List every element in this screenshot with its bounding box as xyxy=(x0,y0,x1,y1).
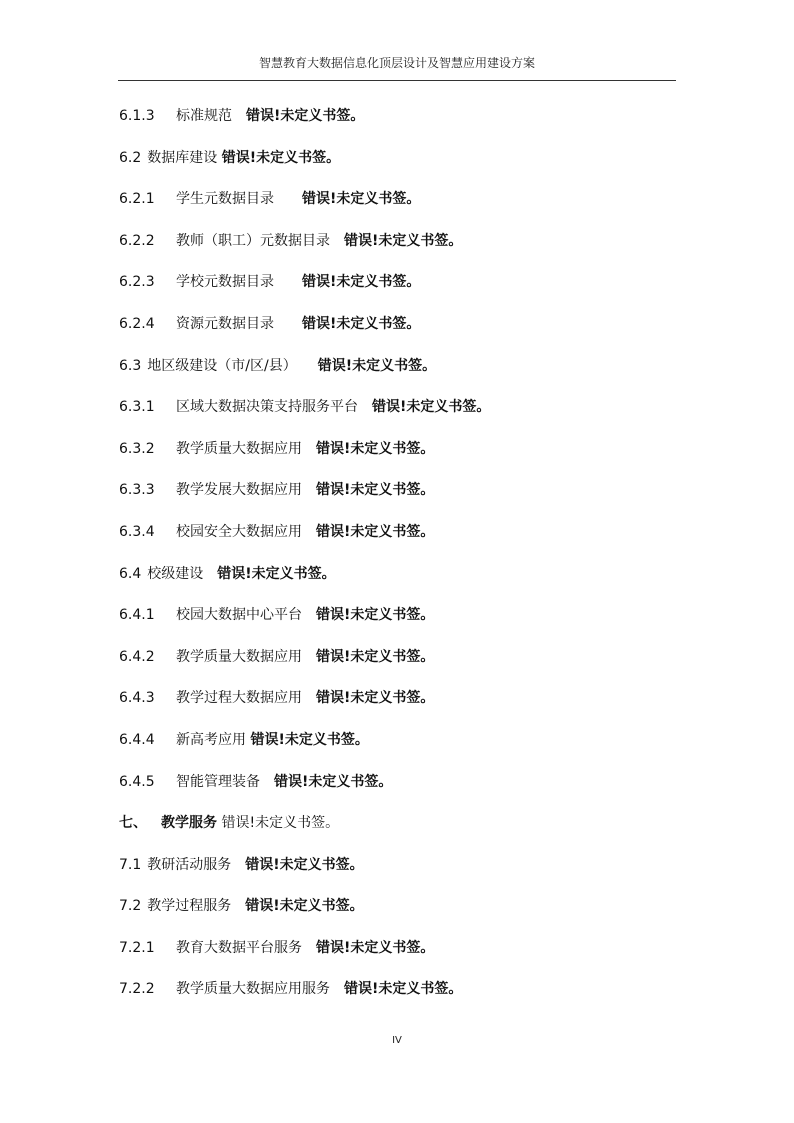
toc-entry-spacer xyxy=(290,358,318,374)
toc-entry-bookmark-error: 错误!未定义书签。 xyxy=(245,856,364,873)
toc-entry-number: 7.2.1 xyxy=(119,939,155,956)
table-of-contents xyxy=(119,100,679,1015)
toc-entry[interactable] xyxy=(119,973,679,1015)
toc-entry-title: 学校元数据目录 xyxy=(176,274,274,291)
toc-entry-number: 7.2 xyxy=(119,898,142,915)
toc-entry-number: 6.3 xyxy=(119,357,142,374)
toc-entry-number: 6.2.1 xyxy=(119,191,155,208)
toc-entry-spacer xyxy=(203,566,217,582)
toc-entry-title: 教学服务 xyxy=(161,815,217,832)
toc-entry-number: 6.2.3 xyxy=(119,274,155,291)
toc-entry-bookmark-error: 错误!未定义书签。 xyxy=(245,898,364,915)
toc-entry-bookmark-error: 错误!未定义书签。 xyxy=(316,482,435,499)
toc-entry-spacer xyxy=(232,108,246,124)
toc-entry-title: 地区级建设（市/区/县） xyxy=(147,357,290,374)
toc-entry-bookmark-error: 错误!未定义书签。 xyxy=(316,607,435,624)
page-number: IV xyxy=(392,1035,402,1046)
toc-entry-spacer xyxy=(260,774,274,790)
toc-entry-bookmark-error: 错误!未定义书签。 xyxy=(316,690,435,707)
toc-entry[interactable] xyxy=(119,890,679,932)
toc-entry-title: 校园安全大数据应用 xyxy=(176,523,302,540)
toc-entry-number: 七、 xyxy=(119,815,147,832)
toc-entry-number: 6.2.2 xyxy=(119,232,155,249)
toc-entry[interactable] xyxy=(119,516,679,558)
toc-entry-number: 6.4.5 xyxy=(119,773,155,790)
toc-entry-number: 6.3.2 xyxy=(119,440,155,457)
toc-entry-title: 智能管理装备 xyxy=(176,773,260,790)
toc-entry-spacer xyxy=(358,399,372,415)
toc-entry-title: 区域大数据决策支持服务平台 xyxy=(176,399,358,416)
toc-entry-bookmark-error: 错误!未定义书签。 xyxy=(316,939,435,956)
toc-entry[interactable] xyxy=(119,599,679,641)
toc-entry-number: 6.1.3 xyxy=(119,108,155,124)
toc-entry-spacer xyxy=(302,649,316,665)
header-divider xyxy=(118,80,676,81)
toc-entry-bookmark-error: 错误!未定义书签。 xyxy=(316,523,435,540)
toc-entry-bookmark-error: 错误!未定义书签。 xyxy=(344,232,463,249)
toc-entry-bookmark-error: 错误!未定义书签。 xyxy=(274,773,393,790)
toc-entry-bookmark-error: 错误!未定义书签。 xyxy=(372,399,491,416)
toc-entry-bookmark-error: 错误!未定义书签。 xyxy=(246,108,365,124)
toc-entry-title: 校级建设 xyxy=(147,565,204,582)
toc-entry-number: 7.2.2 xyxy=(119,981,155,998)
toc-entry-title: 数据库建设 xyxy=(147,149,218,166)
toc-entry-number: 6.4 xyxy=(119,565,142,582)
toc-entry-number: 6.4.3 xyxy=(119,690,155,707)
toc-entry-bookmark-error: 错误!未定义书签。 xyxy=(316,648,435,665)
toc-entry[interactable] xyxy=(119,433,679,475)
toc-entry-bookmark-error: 错误!未定义书签。 xyxy=(316,440,435,457)
toc-entry-bookmark-error: 错误!未定义书签。 xyxy=(344,981,463,998)
toc-entry-title: 学生元数据目录 xyxy=(176,191,274,208)
toc-entry-spacer xyxy=(274,274,302,290)
toc-entry[interactable] xyxy=(119,474,679,516)
toc-entry-spacer xyxy=(231,857,245,873)
toc-entry-number: 6.3.3 xyxy=(119,482,155,499)
toc-entry[interactable] xyxy=(119,807,679,849)
toc-entry-spacer xyxy=(302,524,316,540)
toc-entry-bookmark-error: 错误!未定义书签。 xyxy=(302,315,421,332)
toc-entry[interactable] xyxy=(119,266,679,308)
toc-entry[interactable] xyxy=(119,849,679,891)
toc-entry-title: 新高考应用 xyxy=(176,731,246,748)
toc-entry-spacer xyxy=(302,940,316,956)
toc-entry-title: 资源元数据目录 xyxy=(176,315,274,332)
toc-entry-spacer xyxy=(302,441,316,457)
toc-entry-spacer xyxy=(330,981,344,997)
toc-entry-title: 教师（职工）元数据目录 xyxy=(176,232,330,249)
toc-entry-number: 6.4.4 xyxy=(119,731,155,748)
page-header-title: 智慧教育大数据信息化顶层设计及智慧应用建设方案 xyxy=(258,56,535,70)
toc-entry-spacer xyxy=(274,316,302,332)
toc-entry-spacer xyxy=(231,898,245,914)
toc-entry-number: 6.2.4 xyxy=(119,315,155,332)
toc-entry-title: 教学发展大数据应用 xyxy=(176,482,302,499)
toc-entry-number: 6.2 xyxy=(119,149,142,166)
toc-entry[interactable] xyxy=(119,350,679,392)
toc-entry-number: 6.4.1 xyxy=(119,607,155,624)
toc-entry-title: 标准规范 xyxy=(176,108,232,124)
toc-entry-number: 6.3.1 xyxy=(119,399,155,416)
toc-entry-title: 教学质量大数据应用 xyxy=(176,440,302,457)
toc-entry-spacer xyxy=(302,482,316,498)
toc-entry-bookmark-error: 错误!未定义书签。 xyxy=(217,565,336,582)
toc-entry-bookmark-error: 错误!未定义书签。 xyxy=(317,357,437,374)
toc-entry[interactable] xyxy=(119,308,679,350)
toc-entry[interactable] xyxy=(119,183,679,225)
toc-entry-bookmark-error: 错误!未定义书签。 xyxy=(221,149,341,166)
toc-entry-number: 7.1 xyxy=(119,856,142,873)
toc-entry-spacer xyxy=(302,690,316,706)
toc-entry-bookmark-error: 错误!未定义书签。 xyxy=(221,815,340,832)
toc-entry-title: 教学过程大数据应用 xyxy=(176,690,302,707)
toc-entry[interactable] xyxy=(119,558,679,600)
toc-entry-number: 6.4.2 xyxy=(119,648,155,665)
toc-entry-bookmark-error: 错误!未定义书签。 xyxy=(302,191,421,208)
toc-entry-title: 教研活动服务 xyxy=(147,856,232,873)
toc-entry[interactable] xyxy=(119,100,679,142)
toc-entry[interactable] xyxy=(119,142,679,184)
toc-entry-spacer xyxy=(330,233,344,249)
toc-entry-title: 教学过程服务 xyxy=(147,898,232,915)
toc-entry-bookmark-error: 错误!未定义书签。 xyxy=(250,731,369,748)
toc-entry-bookmark-error: 错误!未定义书签。 xyxy=(302,274,421,291)
toc-entry[interactable] xyxy=(119,641,679,683)
toc-entry[interactable] xyxy=(119,391,679,433)
toc-entry-spacer xyxy=(302,607,316,623)
toc-entry[interactable] xyxy=(119,724,679,766)
toc-entry[interactable] xyxy=(119,682,679,724)
toc-entry[interactable] xyxy=(119,932,679,974)
toc-entry-spacer xyxy=(274,191,302,207)
toc-entry-title: 教育大数据平台服务 xyxy=(176,939,302,956)
toc-entry-title: 校园大数据中心平台 xyxy=(176,607,302,624)
toc-entry[interactable] xyxy=(119,766,679,808)
toc-entry-number: 6.3.4 xyxy=(119,523,155,540)
toc-entry[interactable] xyxy=(119,225,679,267)
toc-entry-title: 教学质量大数据应用 xyxy=(176,648,302,665)
toc-entry-title: 教学质量大数据应用服务 xyxy=(176,981,330,998)
